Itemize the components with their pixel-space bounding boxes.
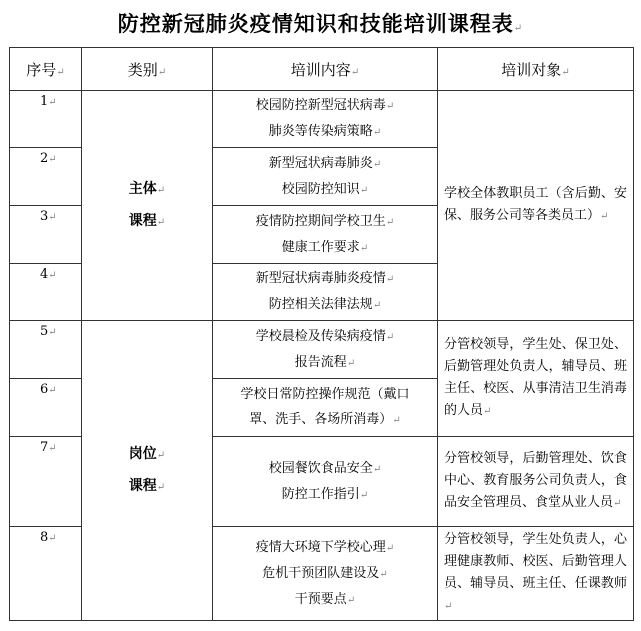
target-food: 分管校领导，后勤管理处、饮食中心、教育服务公司负责人，食品安全管理员、食堂从业人员↵ xyxy=(438,437,634,527)
row-content: 学校日常防控操作规范（戴口 罩、洗手、各场所消毒）↵ xyxy=(213,379,438,437)
row-content: 校园餐饮食品安全↵ 防控工作指引↵ xyxy=(213,437,438,527)
header-category: 类别↵ xyxy=(82,48,213,91)
row-content: 疫情大环境下学校心理↵ 危机干预团队建设及↵ 干预要点↵ xyxy=(213,527,438,621)
row-num: 2↵ xyxy=(10,148,82,206)
course-table xyxy=(9,47,634,621)
target-psychology: 分管校领导，学生处负责人，心理健康教师、校医、后勤管理人员、辅导员、班主任、任课教师↵ xyxy=(438,527,634,621)
table-header-row xyxy=(10,48,634,91)
target-hygiene: 分管校领导，学生处、保卫处、后勤管理处负责人，辅导员、班主任、校医、从事清洁卫生消毒的人员↵ xyxy=(438,321,634,437)
row-content: 学校晨检及传染病疫情↵ 报告流程↵ xyxy=(213,321,438,379)
row-content: 新型冠状病毒肺炎↵ 校园防控知识↵ xyxy=(213,148,438,206)
row-content: 疫情防控期间学校卫生↵ 健康工作要求↵ xyxy=(213,206,438,264)
row-num: 3↵ xyxy=(10,206,82,264)
target-main: 学校全体教职员工（含后勤、安保、服务公司等各类员工）↵ xyxy=(438,91,634,321)
table-row xyxy=(10,321,634,379)
header-target: 培训对象↵ xyxy=(438,48,634,91)
page-title: 防控新冠肺炎疫情知识和技能培训课程表↵ xyxy=(117,11,524,36)
table-row xyxy=(10,91,634,148)
row-num: 5↵ xyxy=(10,321,82,379)
row-num: 6↵ xyxy=(10,379,82,437)
header-num: 序号↵ xyxy=(10,48,82,91)
row-content: 新型冠状病毒肺炎疫情↵ 防控相关法律法规↵ xyxy=(213,264,438,321)
row-num: 1↵ xyxy=(10,91,82,148)
category-post: 岗位↵ 课程↵ xyxy=(82,321,213,621)
category-main: 主体↵ 课程↵ xyxy=(82,91,213,321)
row-num: 4↵ xyxy=(10,264,82,321)
row-content: 校园防控新型冠状病毒↵ 肺炎等传染病策略↵ xyxy=(213,91,438,148)
row-num: 7↵ xyxy=(10,437,82,527)
header-content: 培训内容↵ xyxy=(213,48,438,91)
row-num: 8↵ xyxy=(10,527,82,621)
